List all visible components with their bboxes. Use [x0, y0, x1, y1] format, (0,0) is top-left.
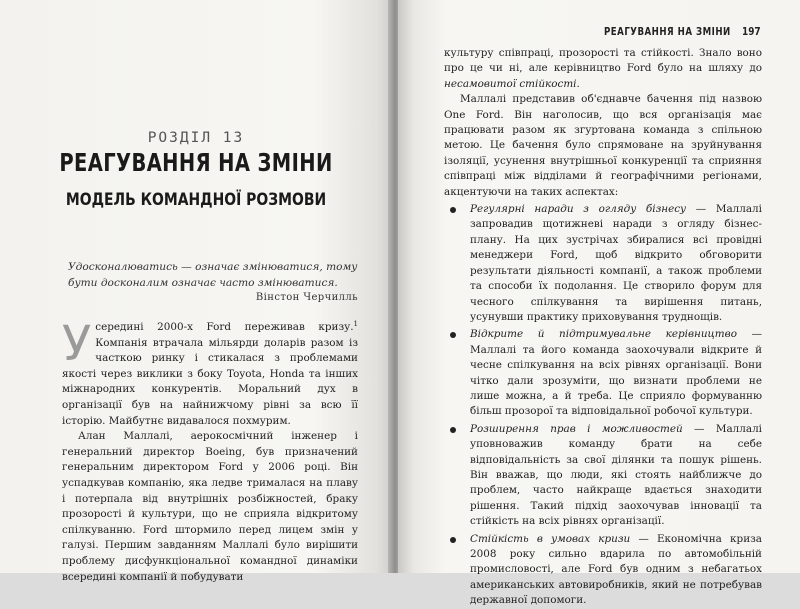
list-item-text: — Маллалі та його команда заохочували відкрите й чесне спілкування на всіх рівнях організації. Вони чітко дали зрозуміти, що визнати проблеми не лише можна, а й треба. Це сприяло формуванню більш прозорої та відповідальної робочої культури. — [470, 328, 762, 418]
list-item-term: Відкрите й підтримувальне керівництво — [470, 328, 737, 341]
chapter-subtitle: МОДЕЛЬ КОМАНДНОЇ РОЗМОВИ — [65, 190, 327, 210]
list-item — [444, 327, 762, 419]
bullet-icon — [450, 537, 456, 543]
bullet-icon — [450, 427, 456, 433]
list-item — [444, 202, 762, 325]
left-page — [0, 0, 392, 583]
list-item-text: — Маллалі запровадив щотижневі наради з огляду бізнес-плану. На цих зустрічах збиралися всі провідні менеджери Ford, щоб відкрито обговорити результати діяльності компанії, а також проблеми та способи їх подолання. Це створило форум для чесного спілкування та вирішення питань, усунувши практику приховування труднощів. — [470, 203, 762, 323]
left-body-text — [62, 316, 358, 585]
list-item — [444, 422, 762, 530]
epigraph-text: Удосконалюватись — означає змінюватися, тому бути досконалим означає часто змінюватися. — [68, 261, 358, 289]
running-head: РЕАГУВАННЯ НА ЗМІНИ — [604, 26, 731, 38]
list-item-term: Розширення прав і можливостей — [470, 422, 683, 435]
chapter-label: РОЗДІЛ 13 — [147, 130, 245, 146]
bullet-icon — [450, 332, 456, 338]
bullet-list — [444, 202, 762, 609]
list-item-text: — Маллалі уповноважив команду брати на себе відповідальність за свої ділянки та пошук рішень. Він вважав, що люди, які стоять найближче до проблем, часто найкраще вдається знаходити рішення. Такий підхід заохочував інновації та стійкість на всіх рівнях організації. — [470, 422, 762, 528]
paragraph-text: Компанія втрачала мільярди доларів разом із часткою ринку і стикалася з проблемами якості через виклики з боку Toyota, Honda та інших міжнародних конкурентів. Моральний дух в організації був на найнижчому рівні за всю її історію. Майбутнє видавалося похмурим. — [62, 336, 358, 427]
epigraph-author: Вінстон Черчилль — [255, 292, 358, 303]
drop-cap: У — [62, 316, 92, 372]
right-body-text — [444, 46, 762, 609]
list-item-term: Стійкість в умовах кризи — [470, 532, 631, 545]
list-item-term: Регулярні наради з огляду бізнесу — [470, 203, 687, 216]
bullet-icon — [450, 207, 456, 213]
emphasis-text: несамовитої стійкості — [444, 77, 577, 90]
footnote-marker: 1 — [353, 320, 358, 328]
paragraph — [62, 316, 358, 429]
paragraph: Алан Маллалі, аерокосмічний інженер і генеральний директор Boeing, був призначений генеральним директором Ford у 2006 році. Він успадкував компанію, яка ледве трималася на плаву і потерпала від внутрішніх розбіжностей, браку прозорості й культури, що не сприяла відкритому спілкуванню. Ford штормило перед лицем змін у галузі. Першим завданням Маллалі було вирішити проблему дисфункціональної командної динаміки всередині компанії й побудувати — [62, 430, 358, 583]
chapter-title: РЕАГУВАННЯ НА ЗМІНИ — [59, 148, 333, 177]
paragraph: Маллалі представив об'єднавче бачення під назвою One Ford. Він наголосив, що вся організація має працювати разом як згуртована команда з спільною метою. Це бачення було спрямоване на зруйнування ізоляції, усунення внутрішньої конкуренції та сприяння співпраці між відділами й географічними регіонами, акцентуючи на таких аспектах: — [444, 93, 762, 198]
paragraph-text: середині 2000-х Ford переживав кризу. — [95, 321, 354, 333]
paragraph-text: . — [576, 77, 580, 90]
paragraph-text: культуру співпраці, прозорості та стійкості. Знало воно про це чи ні, але керівництво Ford було на шляху до — [444, 47, 762, 75]
paragraph — [444, 46, 762, 92]
list-item-text: — Економічна криза 2008 року сильно вдарила по автомобільній промисловості, але Ford був одним з небагатьох американських автовиробників, який не потребував державної допомоги. — [470, 532, 762, 607]
list-item — [444, 532, 762, 609]
page-number: 197 — [742, 26, 761, 38]
